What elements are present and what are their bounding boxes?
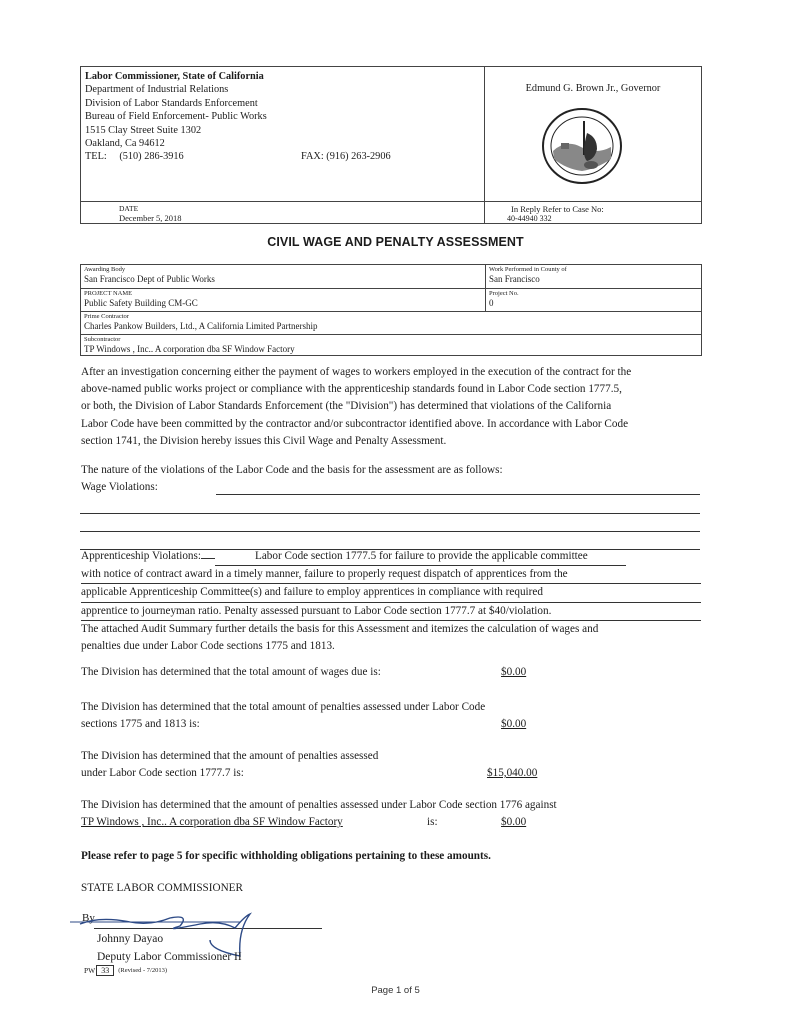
withholding-note: Please refer to page 5 for specific withholding obligations pertaining to these amounts.: [81, 850, 491, 862]
project-name-value: Public Safety Building CM-GC: [84, 298, 198, 308]
intro-line: above-named public works project or compliance with the apprenticeship standards found in Labor Code section 1777.5,: [81, 383, 622, 396]
sub-value: TP Windows , Inc.. A corporation dba SF Window Factory: [84, 344, 295, 354]
state-seal-icon: [541, 107, 623, 185]
county-label: Work Performed in County of: [489, 266, 567, 273]
date-cell: [81, 202, 485, 223]
penalties-1775-row: [81, 699, 711, 733]
by-label: By: [82, 912, 95, 924]
apprenticeship-line: apprentice to journeyman ratio. Penalty assessed pursuant to Labor Code section 1777.7 at $40/violation.: [81, 603, 701, 621]
penalties-1775-text2: sections 1775 and 1813 is:: [81, 718, 200, 731]
intro-line: section 1741, the Division hereby issues this Civil Wage and Penalty Assessment.: [81, 434, 447, 447]
apprenticeship-label: Apprenticeship Violations:: [81, 550, 201, 562]
signer-title: Deputy Labor Commissioner II: [97, 951, 242, 963]
header-box: [80, 66, 702, 224]
audit-line: The attached Audit Summary further details the basis for this Assessment and itemizes the calculation of wages and: [81, 622, 599, 635]
agency-city: Oakland, Ca 94612: [85, 138, 165, 150]
sub-label: Subcontractor: [84, 336, 121, 343]
form-number: 33: [96, 965, 114, 976]
prime-cell: [81, 312, 701, 334]
governor-block: [485, 67, 701, 201]
agency-street: 1515 Clay Street Suite 1302: [85, 124, 202, 136]
form-id: [84, 965, 167, 976]
project-no-cell: [485, 289, 701, 311]
tel-label: TEL:: [85, 151, 107, 163]
intro-paragraph: [81, 364, 711, 450]
agency-dept: Department of Industrial Relations: [85, 84, 229, 96]
project-name-cell: [81, 289, 485, 311]
case-cell: [485, 202, 701, 223]
page-number: Page 1 of 5: [371, 985, 420, 996]
penalties-1776-party: TP Windows , Inc.. A corporation dba SF Window Factory: [81, 816, 343, 829]
awarding-body-label: Awarding Body: [84, 266, 126, 273]
penalties-1776-amount: $0.00: [501, 816, 527, 829]
form-prefix: PW: [84, 966, 96, 975]
blank-line: [80, 513, 700, 514]
county-cell: [485, 265, 701, 288]
project-no-label: Project No.: [489, 290, 519, 297]
agency-division: Division of Labor Standards Enforcement: [85, 97, 258, 109]
intro-line: After an investigation concerning either the payment of wages to workers employed in the execution of the contract for the: [81, 366, 632, 378]
date-case-row: [81, 201, 701, 223]
wages-due-row: [81, 664, 711, 681]
project-no-value: 0: [489, 298, 494, 308]
sub-cell: [81, 335, 701, 357]
apprenticeship-violations: [81, 548, 711, 655]
prime-row: [81, 311, 701, 334]
penalties-1777-row: [81, 748, 711, 782]
apprenticeship-line: Labor Code section 1777.5 for failure to provide the applicable committee: [215, 548, 626, 566]
penalties-1777-text2: under Labor Code section 1777.7 is:: [81, 767, 244, 780]
tel-number: (510) 286-3916: [119, 151, 184, 163]
case-label: In Reply Refer to Case No:: [511, 204, 604, 214]
awarding-body-value: San Francisco Dept of Public Works: [84, 274, 215, 284]
nature-text: The nature of the violations of the Labor Code and the basis for the assessment are as follows:: [81, 464, 503, 476]
prime-label: Prime Contractor: [84, 313, 129, 320]
penalties-1776-text: The Division has determined that the amount of penalties assessed under Labor Code section 1776 against: [81, 799, 557, 811]
project-name-label: PROJECT NAME: [84, 290, 133, 297]
wage-violations-label: Wage Violations:: [81, 481, 158, 493]
commissioner-heading: STATE LABOR COMMISSIONER: [81, 882, 243, 894]
contact-line: [85, 150, 480, 163]
form-revised: (Revised - 7/2013): [118, 967, 167, 974]
governor-name: Edmund G. Brown Jr., Governor: [525, 83, 661, 94]
wages-due-amount: $0.00: [501, 666, 527, 678]
agency-name: Labor Commissioner, State of California: [85, 71, 264, 82]
signer-name: Johnny Dayao: [97, 933, 164, 945]
fax-number: FAX: (916) 263-2906: [301, 151, 391, 163]
agency-bureau: Bureau of Field Enforcement- Public Works: [85, 111, 267, 123]
penalties-1775-amount: $0.00: [501, 718, 527, 730]
apprenticeship-line: applicable Apprenticeship Committee(s) and failure to employ apprentices in compliance with required: [81, 584, 701, 602]
wages-due-text: The Division has determined that the total amount of wages due is:: [81, 666, 381, 678]
penalties-1776-is: is:: [427, 816, 438, 829]
awarding-row: [81, 265, 701, 288]
page-title: CIVIL WAGE AND PENALTY ASSESSMENT: [267, 235, 524, 249]
audit-line: penalties due under Labor Code sections 1775 and 1813.: [81, 640, 335, 653]
penalties-1776-row: [81, 797, 711, 831]
date-label: DATE: [119, 204, 139, 213]
penalties-1777-text: The Division has determined that the amount of penalties assessed: [81, 750, 379, 762]
project-row: [81, 288, 701, 311]
case-number: 40-44940 332: [507, 214, 552, 223]
intro-line: or both, the Division of Labor Standards Enforcement (the "Division") has determined that violations of the California: [81, 400, 612, 413]
signer-block: [97, 930, 242, 966]
wage-violations-line: [216, 494, 700, 495]
agency-info: [81, 67, 485, 201]
blank-line: [80, 531, 700, 532]
project-info-table: [80, 264, 702, 356]
prime-value: Charles Pankow Builders, Ltd., A California Limited Partnership: [84, 321, 318, 331]
county-value: San Francisco: [489, 274, 540, 284]
intro-line: Labor Code have been committed by the contractor and/or subcontractor identified above. In accordance with Labor Code: [81, 417, 629, 430]
apprenticeship-line: with notice of contract award in a timely manner, failure to properly request dispatch of apprentices from the: [81, 566, 701, 584]
penalties-1775-text: The Division has determined that the total amount of penalties assessed under Labor Code: [81, 701, 486, 713]
date-value: December 5, 2018: [119, 213, 182, 223]
penalties-1777-amount: $15,040.00: [487, 767, 538, 779]
awarding-body-cell: [81, 265, 485, 288]
sub-row: [81, 334, 701, 357]
